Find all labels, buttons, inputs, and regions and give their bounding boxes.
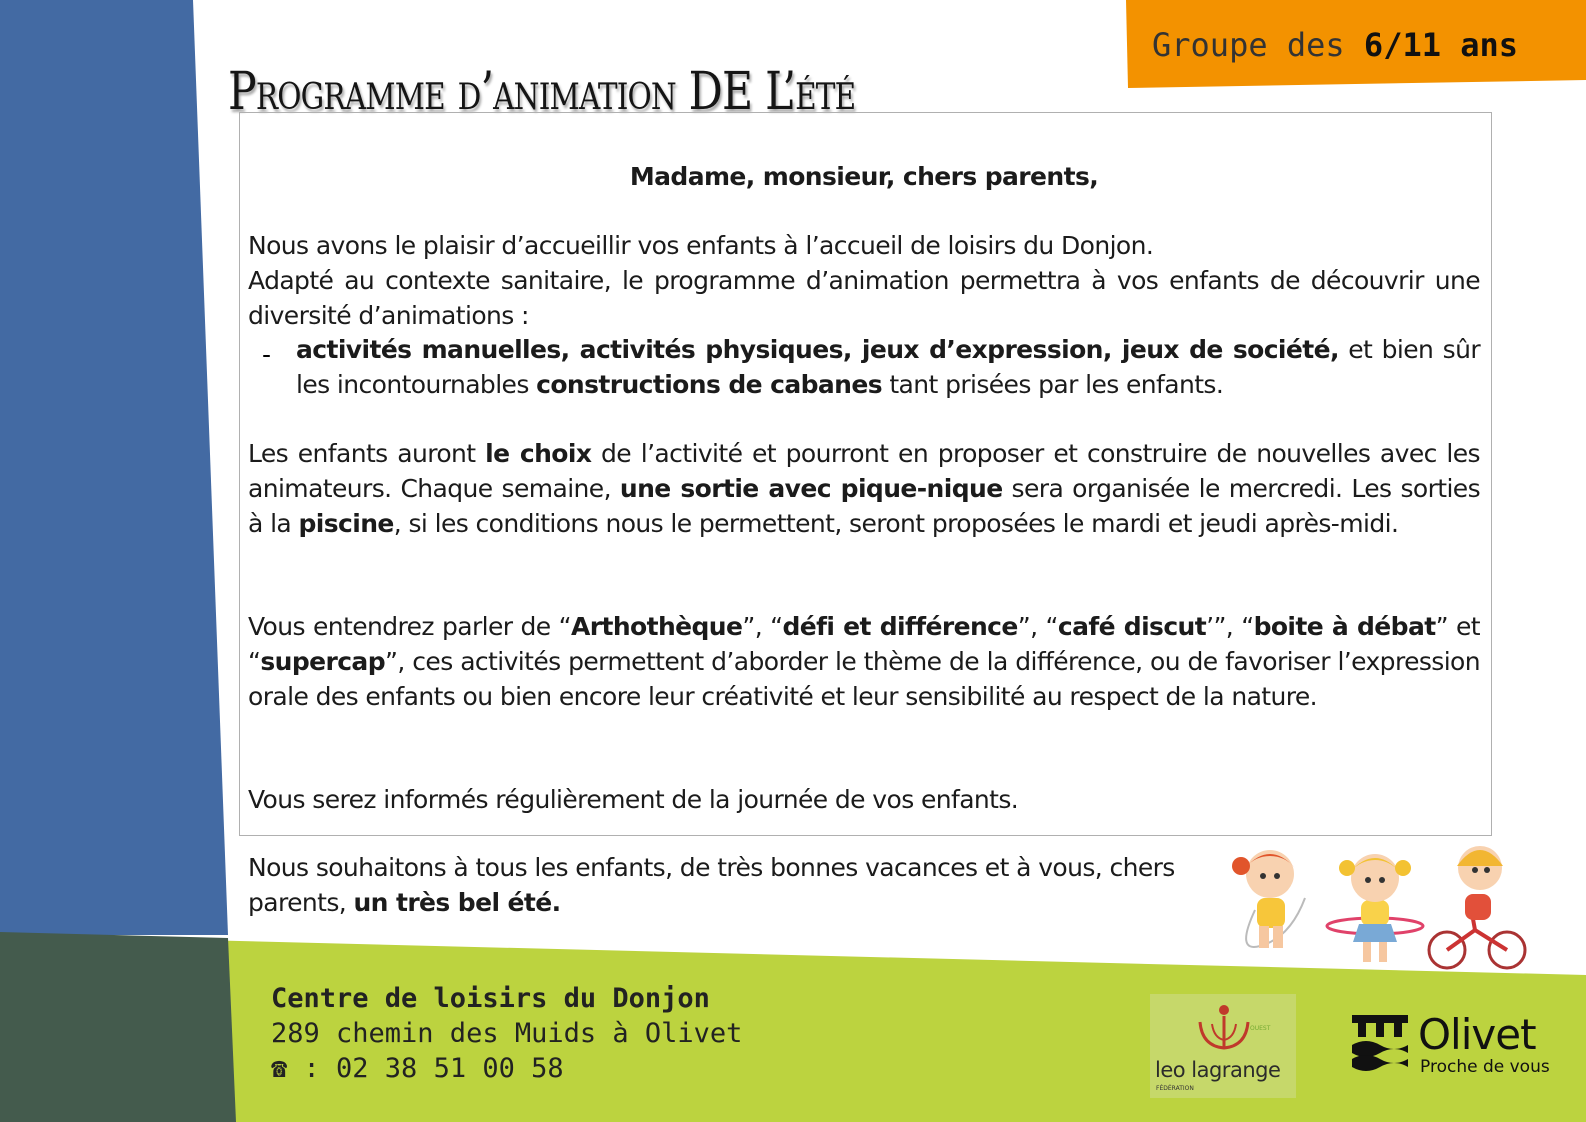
bullet-text-2: tant prisées par les enfants.: [882, 370, 1224, 399]
p2-bold-2: une sortie avec pique-nique: [619, 474, 1003, 503]
p2-bold-3: piscine: [298, 509, 394, 538]
p3-text-6: ”, ces activités permettent d’aborder le thème de la différence, ou de favoriser l’expression orale des enfants ou bien encore leur créativité et leur sensibilité au respect de la nature.: [248, 647, 1480, 711]
p3-bold-4: boite à débat: [1253, 612, 1436, 641]
closing-wish: [248, 850, 1188, 920]
p2-text-1: Les enfants auront: [248, 439, 486, 468]
children-illustration: [1225, 838, 1535, 978]
bullet-text-1: et bien sûr les incontournables: [296, 335, 1480, 399]
blue-band: [0, 0, 228, 935]
paragraph-intro-1: Nous avons le plaisir d’accueillir vos enfants à l’accueil de loisirs du Donjon.: [248, 231, 1154, 260]
p3-text-4: ’”, “: [1206, 612, 1254, 641]
paragraph-choice: [248, 436, 1480, 541]
leo-lagrange-logo: [1150, 994, 1296, 1098]
leo-region: OUEST: [1250, 1025, 1271, 1032]
p3-bold-3: café discut: [1057, 612, 1207, 641]
p2-bold-1: le choix: [485, 439, 592, 468]
paragraph-activities: [248, 609, 1480, 714]
bullet-activities: [296, 332, 1480, 402]
paragraph-intro-2: Adapté au contexte sanitaire, le programme d’animation permettra à vos enfants de découvrir une diversité d’animations :: [248, 266, 1480, 330]
p2-text-4: , si les conditions nous le permettent, seront proposées le mardi et jeudi après-midi.: [393, 509, 1399, 538]
p3-text-2: ”, “: [742, 612, 783, 641]
bullet-dash: -: [262, 340, 272, 369]
phone-number: : 02 38 51 00 58: [287, 1053, 564, 1084]
olivet-tagline: Proche de vous: [1420, 1057, 1550, 1077]
girl-hula-hoop-icon: [1327, 854, 1423, 962]
p2-text-2: de l’activité et pourront en proposer et construire de nouvelles avec les animateurs. Chaque semaine,: [248, 439, 1480, 503]
p3-text-3: ”, “: [1017, 612, 1058, 641]
bullet-bold-1: activités manuelles, activités physiques, jeux d’expression, jeux de société,: [296, 335, 1339, 364]
p2-text-3: sera organisée le mercredi. Les sorties à la: [248, 474, 1480, 538]
greeting: Madame, monsieur, chers parents,: [629, 162, 1099, 191]
p3-bold-1: Arthothèque: [571, 612, 743, 641]
p3-bold-2: défi et différence: [782, 612, 1018, 641]
footer-contact: [271, 981, 742, 1086]
group-label: [1152, 26, 1518, 64]
closing-text: Nous souhaitons à tous les enfants, de très bonnes vacances et à vous, chers parents,: [248, 853, 1175, 917]
center-name: Centre de loisirs du Donjon: [271, 983, 710, 1014]
olivet-emblem-icon: [1350, 1015, 1410, 1075]
center-phone: [271, 1051, 742, 1086]
boy-bicycle-icon: [1429, 846, 1525, 968]
leo-lagrange-emblem-icon: [1150, 994, 1296, 1098]
page-title: Programme d’animation DE L’été: [228, 62, 856, 122]
olivet-name: Olivet: [1418, 1010, 1536, 1059]
group-age: 6/11 ans: [1363, 26, 1519, 64]
girl-jump-rope-icon: [1232, 850, 1305, 948]
bullet-bold-2: constructions de cabanes: [536, 370, 882, 399]
center-address: 289 chemin des Muids à Olivet: [271, 1018, 743, 1049]
leo-lagrange-name: leo lagrange: [1155, 1058, 1281, 1082]
p3-bold-5: supercap: [260, 647, 386, 676]
p3-text-1: Vous entendrez parler de “: [248, 612, 571, 641]
paragraph-info: Vous serez informés régulièrement de la journée de vos enfants.: [248, 785, 1019, 814]
closing-bold: un très bel été.: [353, 888, 561, 917]
phone-icon: ☎: [271, 1053, 288, 1084]
dark-green-corner: [0, 932, 236, 1122]
group-prefix: Groupe des: [1152, 26, 1345, 64]
p3-text-5: ” et “: [248, 612, 1480, 676]
leo-federation: FÉDÉRATION: [1156, 1085, 1194, 1092]
